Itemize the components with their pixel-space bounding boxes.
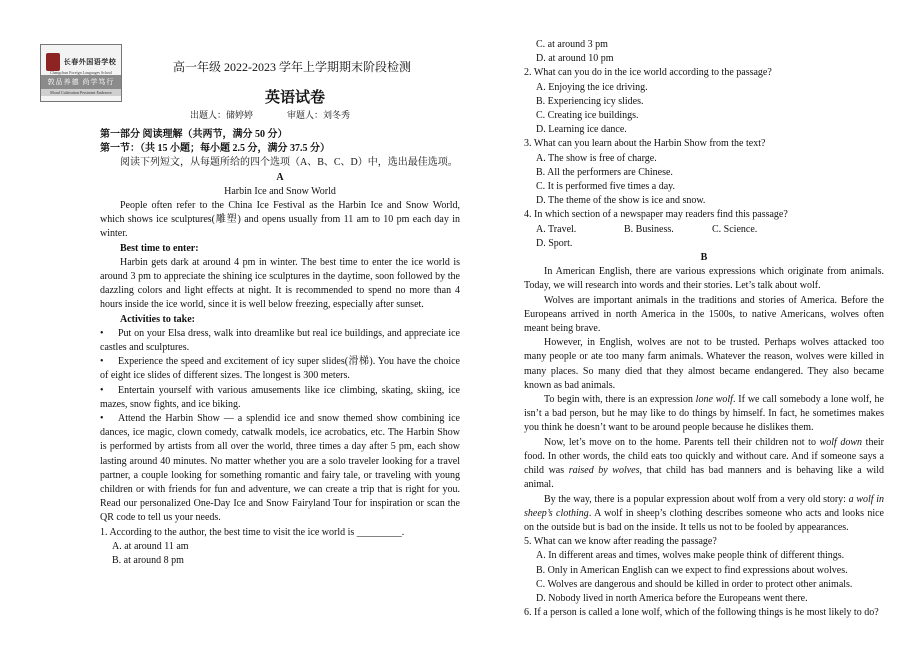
passage-b-p5 (524, 436, 884, 493)
passage-b-p6 (524, 493, 884, 536)
left-column (100, 128, 460, 568)
question-3-options (524, 152, 884, 209)
passage-b-letter: B (700, 252, 708, 264)
setter-name: 出题人：储婷婷 (190, 110, 254, 120)
question-1-stem: 1. According to the author, the best time to visit the ice world is _________. (100, 526, 405, 538)
exam-title: 高一年级 2022-2023 学年上学期期末阶段检测 (173, 60, 411, 74)
logo-school-subtitle: Changchun Foreign Languages School (49, 70, 113, 75)
activity-item: • Entertain yourself with various amusements like ice climbing, skating, skiing, ice mazes, snow fights, and ice biking. (100, 384, 460, 412)
logo-motto-english: Moral Cultivation Persistent Endeavor (41, 89, 121, 96)
instruction: 阅读下列短文，从每题所给的四个选项（A、B、C、D）中，选出最佳选项。 (120, 157, 458, 169)
q1-option-b: B. at around 8 pm (112, 555, 184, 567)
q2-option-a: A. Enjoying the ice driving. (536, 81, 648, 93)
q2-option-d: D. Learning ice dance. (536, 124, 627, 136)
q4-option-d: D. Sport. (536, 237, 573, 249)
passage-a-title: Harbin Ice and Snow World (224, 185, 336, 197)
q2-option-b: B. Experiencing icy slides. (536, 95, 644, 107)
passage-a-letter: A (276, 171, 284, 183)
p5-italic-raised-by-wolves: raised by wolves (568, 465, 640, 477)
q1-option-d: D. at around 10 pm (536, 53, 614, 65)
paper-title: 英语试卷 (264, 90, 325, 106)
p5-text-a: Now, let’s move on to the home. Parents tell their children not to (544, 436, 820, 448)
p6-italic-wolf-in-sheeps-clothing: a wolf in sheep’s clothing (524, 493, 884, 519)
question-6-stem: 6. If a person is called a lone wolf, which of the following things is he most likely to do? (524, 607, 879, 619)
school-emblem-icon (46, 53, 60, 71)
question-2-options (524, 81, 884, 138)
passage-b-p1: In American English, there are various expressions which originate from animals. Today, we will research into words and their stories. Let’s talk about wolf. (524, 266, 884, 292)
q3-option-a: A. The show is free of charge. (536, 152, 657, 164)
logo-school-name: 长春外国语学校 (63, 58, 117, 66)
q4-option-b: B. Business. (624, 223, 674, 235)
activity-item: • Attend the Harbin Show — a splendid ice and snow themed show combining ice dances, ice magic, clown comedy, catwalk models, ice acrobatics, etc. The Harbin Show is performed by artists from all over the world, three times a day after 5 pm, each show lasting around 40 minutes. No matter whether you are a solo traveler looking for a travel partner, a couple looking for something romantic and fairy tale, or traveling with young children or with friends for fun and adventure, we can create a trip that is right for you. Read our personalized One-Day Ice and Snow Fairyland Tour for inspiration or scan the QR code to tell us your needs. (100, 412, 460, 526)
question-1-options (100, 540, 460, 568)
q4-option-a: A. Travel. (536, 223, 577, 235)
p4-italic-lone-wolf: lone wolf (695, 394, 733, 406)
q1-option-c: C. at around 3 pm (536, 39, 608, 50)
logo-motto: 敦品养德 尚学笃行 (41, 75, 121, 89)
p5-text-c: , that child has bad manners and is behaving like a wild animal. (524, 465, 884, 491)
q1-option-a: A. at around 11 am (112, 540, 189, 552)
q5-option-c: C. Wolves are dangerous and should be killed in order to protect other animals. (536, 578, 853, 590)
p4-text-a: To begin with, there is an expression (544, 394, 696, 406)
q5-option-d: D. Nobody lived in north America before the Europeans went there. (536, 592, 808, 604)
passage-a-p1: People often refer to the China Ice Festival as the Harbin Ice and Snow World, which shows ice sculptures(雕塑) and opens usually from 11 am to 10 pm each day in winter. (100, 200, 460, 240)
passage-b-p2: Wolves are important animals in the traditions and stories of America. Before the Europeans arrived in north America in the 1500s, to native Americans, wolves often meant being brave. (524, 294, 884, 335)
p5-italic-wolf-down: wolf down (819, 436, 863, 448)
q3-option-c: C. It is performed five times a day. (536, 181, 676, 193)
question-4-stem: 4. In which section of a newspaper may readers find this passage? (524, 209, 788, 221)
question-2-stem: 2. What can you do in the ice world according to the passage? (524, 67, 772, 79)
question-4-options (524, 223, 884, 251)
q4-option-c: C. Science. (712, 223, 758, 235)
question-5-stem: 5. What can we know after reading the passage? (524, 536, 717, 548)
activity-item: • Experience the speed and excitement of icy super slides(滑梯). You have the choice of eight ice slides of different sizes. The longest is 300 meters. (100, 355, 460, 383)
reviewer-name: 审题人：刘冬秀 (287, 110, 351, 120)
section1-heading: 第一节：（共 15 小题；每小题 2.5 分，满分 37.5 分） (100, 143, 330, 155)
part1-heading: 第一部分 阅读理解（共两节，满分 50 分） (100, 129, 288, 140)
passage-b-p4 (524, 393, 884, 436)
passage-a-heading-best-time: Best time to enter: (120, 242, 199, 254)
right-column (524, 38, 884, 620)
q3-option-d: D. The theme of the show is ice and snow. (536, 195, 706, 207)
question-3-stem: 3. What can you learn about the Harbin Show from the text? (524, 138, 766, 150)
authors-line (190, 108, 410, 121)
question-5-options (524, 549, 884, 606)
q5-option-b: B. Only in American English can we expect to find expressions about wolves. (536, 564, 848, 576)
passage-a-heading-activities: Activities to take: (120, 313, 195, 325)
school-logo (40, 44, 122, 102)
passage-a-p2: Harbin gets dark at around 4 pm in winter. The best time to enter the ice world is around 3 pm to appreciate the shining ice sculptures in the daytime, soon followed by the dazzling colors and light effects at night. It is recommended to spend no more than 4 hours inside the ice world, since it is well below freezing, especially after sunset. (100, 256, 460, 311)
q2-option-c: C. Creating ice buildings. (536, 110, 639, 122)
q3-option-b: B. All the performers are Chinese. (536, 166, 673, 178)
question-1-options-cont (524, 38, 884, 66)
p4-text-b: . If we call somebody a lone wolf, he isn’t a bad person, but he may like to do things by himself. In fact, he sometimes makes you think he doesn’t want to be around people because he dislikes them. (524, 394, 884, 434)
passage-b-p3: However, in English, wolves are not to be trusted. Perhaps wolves attacked too many people or ate too many farm animals. Whatever the reason, wolves were killed in many places. So many died that they almost became endangered. They also became known as bad animals. (524, 337, 884, 391)
p6-text-a: By the way, there is a popular expression about wolf from a very old story: (544, 493, 849, 505)
q5-option-a: A. In different areas and times, wolves make people think of different things. (536, 550, 845, 562)
p5-text-b: their food. In other words, the child eats too quickly and without care. And if someone says a child was (524, 436, 884, 477)
activity-item: • Put on your Elsa dress, walk into dreamlike but real ice buildings, and appreciate ice castles and sculptures. (100, 327, 460, 355)
p6-text-b: . A wolf in sheep’s clothing describes someone who acts and looks nice on the outside but is bad on the inside. It tells us not to be fooled by appearances. (524, 507, 884, 533)
